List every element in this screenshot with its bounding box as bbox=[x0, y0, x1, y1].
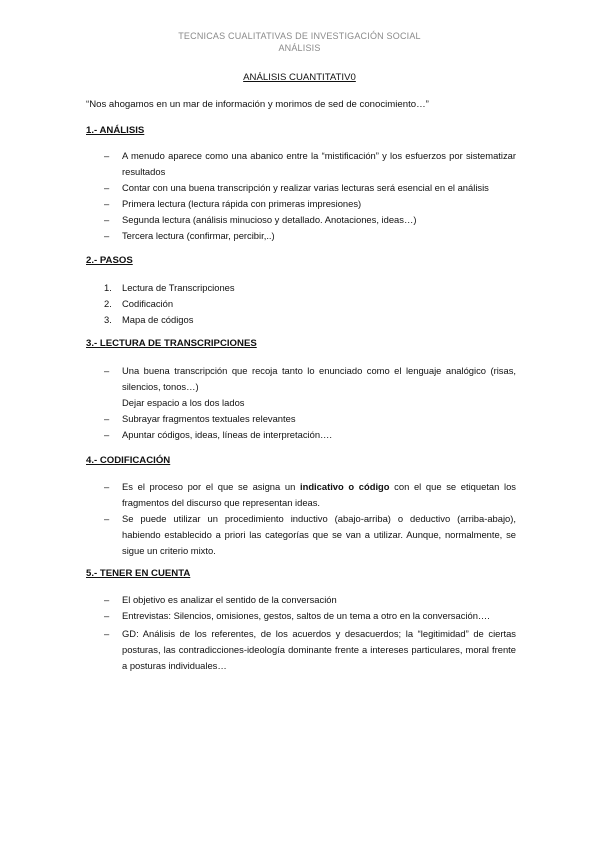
list-marker: – bbox=[104, 182, 110, 193]
list-marker: – bbox=[104, 481, 110, 492]
list-item-text: Mapa de códigos bbox=[122, 314, 194, 325]
list-item-text: Una buena transcripción que recoja tanto lo enunciado como el lenguaje analógico (risas, silencios, tonos…) bbox=[122, 365, 516, 392]
epigraph-quote: “Nos ahogamos en un mar de información y morimos de sed de conocimiento…” bbox=[86, 99, 429, 110]
list-marker: – bbox=[104, 429, 110, 440]
list-item-text: Primera lectura (lectura rápida con primeras impresiones) bbox=[122, 198, 362, 209]
list-item-text: A menudo aparece como una abanico entre la “mistificación” y los esfuerzos por sistematizar resultados bbox=[122, 150, 516, 177]
list-item bbox=[86, 479, 516, 511]
list-marker: – bbox=[104, 594, 110, 605]
text-segment: con el que se etiquetan los fragmentos del discurso que representan ideas. bbox=[122, 481, 516, 508]
list-number: 1. bbox=[104, 282, 112, 293]
list-item-text: Contar con una buena transcripción y realizar varias lecturas será esencial en el análisis bbox=[122, 182, 489, 193]
list-item-text bbox=[122, 479, 516, 511]
list-item-text: Lectura de Transcripciones bbox=[122, 282, 235, 293]
section-title-tener-en-cuenta: 5.- TENER EN CUENTA bbox=[86, 568, 191, 579]
list-marker: – bbox=[104, 610, 110, 621]
section-title-codificacion: 4.- CODIFICACIÓN bbox=[86, 455, 171, 466]
list-item bbox=[86, 148, 516, 180]
list-item bbox=[86, 212, 516, 228]
list-item bbox=[86, 280, 516, 296]
list-item-text: Codificación bbox=[122, 298, 174, 309]
list-item-text: Tercera lectura (confirmar, percibir,..) bbox=[122, 230, 275, 241]
list-item bbox=[86, 180, 516, 196]
list-item bbox=[86, 196, 516, 212]
list-marker: – bbox=[104, 230, 110, 241]
list-marker: – bbox=[104, 365, 110, 376]
list-marker: – bbox=[104, 413, 110, 424]
page-header bbox=[0, 30, 599, 54]
list-item-text: GD: Análisis de los referentes, de los acuerdos y desacuerdos; la “legitimidad” de ciertas posturas, las contradicciones-ideología dominante frente a intereses particulares, moral frente a posturas individuales… bbox=[122, 628, 516, 671]
list-item-text: Segunda lectura (análisis minucioso y detallado. Anotaciones, ideas…) bbox=[122, 214, 417, 225]
list-item bbox=[86, 312, 516, 328]
list-marker: – bbox=[104, 150, 110, 161]
list-number: 3. bbox=[104, 314, 112, 325]
text-segment: Es el proceso por el que se asigna un bbox=[122, 481, 300, 492]
bold-term: indicativo o código bbox=[299, 481, 390, 492]
document-title: ANÁLISIS CUANTITATIV0 bbox=[243, 72, 356, 83]
list-number: 2. bbox=[104, 298, 112, 309]
section-title-pasos: 2.- PASOS bbox=[86, 255, 133, 266]
list-marker: – bbox=[104, 628, 110, 639]
list-item-text: Entrevistas: Silencios, omisiones, gestos, saltos de un tema a otro en la conversación…. bbox=[122, 610, 490, 621]
list-marker: – bbox=[104, 198, 110, 209]
section-title-analisis: 1.- ANÁLISIS bbox=[86, 125, 145, 136]
list-item bbox=[86, 427, 516, 443]
list-item-text: Apuntar códigos, ideas, líneas de interpretación…. bbox=[122, 429, 333, 440]
list-item bbox=[86, 608, 516, 624]
list-item bbox=[86, 592, 516, 608]
list-item bbox=[86, 511, 516, 559]
list-item bbox=[86, 626, 516, 674]
list-marker: – bbox=[104, 214, 110, 225]
list-marker: – bbox=[104, 513, 110, 524]
list-item-note: Dejar espacio a los dos lados bbox=[122, 397, 245, 408]
list-item-text: Subrayar fragmentos textuales relevantes bbox=[122, 413, 296, 424]
section-title-lectura: 3.- LECTURA DE TRANSCRIPCIONES bbox=[86, 338, 257, 349]
list-item bbox=[86, 228, 516, 244]
list-item bbox=[86, 363, 516, 411]
list-item bbox=[86, 296, 516, 312]
header-line-1: TECNICAS CUALITATIVAS DE INVESTIGACIÓN SOCIAL bbox=[178, 31, 421, 41]
list-item bbox=[86, 411, 516, 427]
header-line-2: ANÁLISIS bbox=[278, 43, 321, 53]
list-item-text: Se puede utilizar un procedimiento inductivo (abajo-arriba) o deductivo (arriba-abajo), habiendo establecido a priori las categorías que se van a utilizar. Aunque, normalmente, se sigue un criterio mixto. bbox=[122, 513, 516, 556]
list-item-text: El objetivo es analizar el sentido de la conversación bbox=[122, 594, 337, 605]
